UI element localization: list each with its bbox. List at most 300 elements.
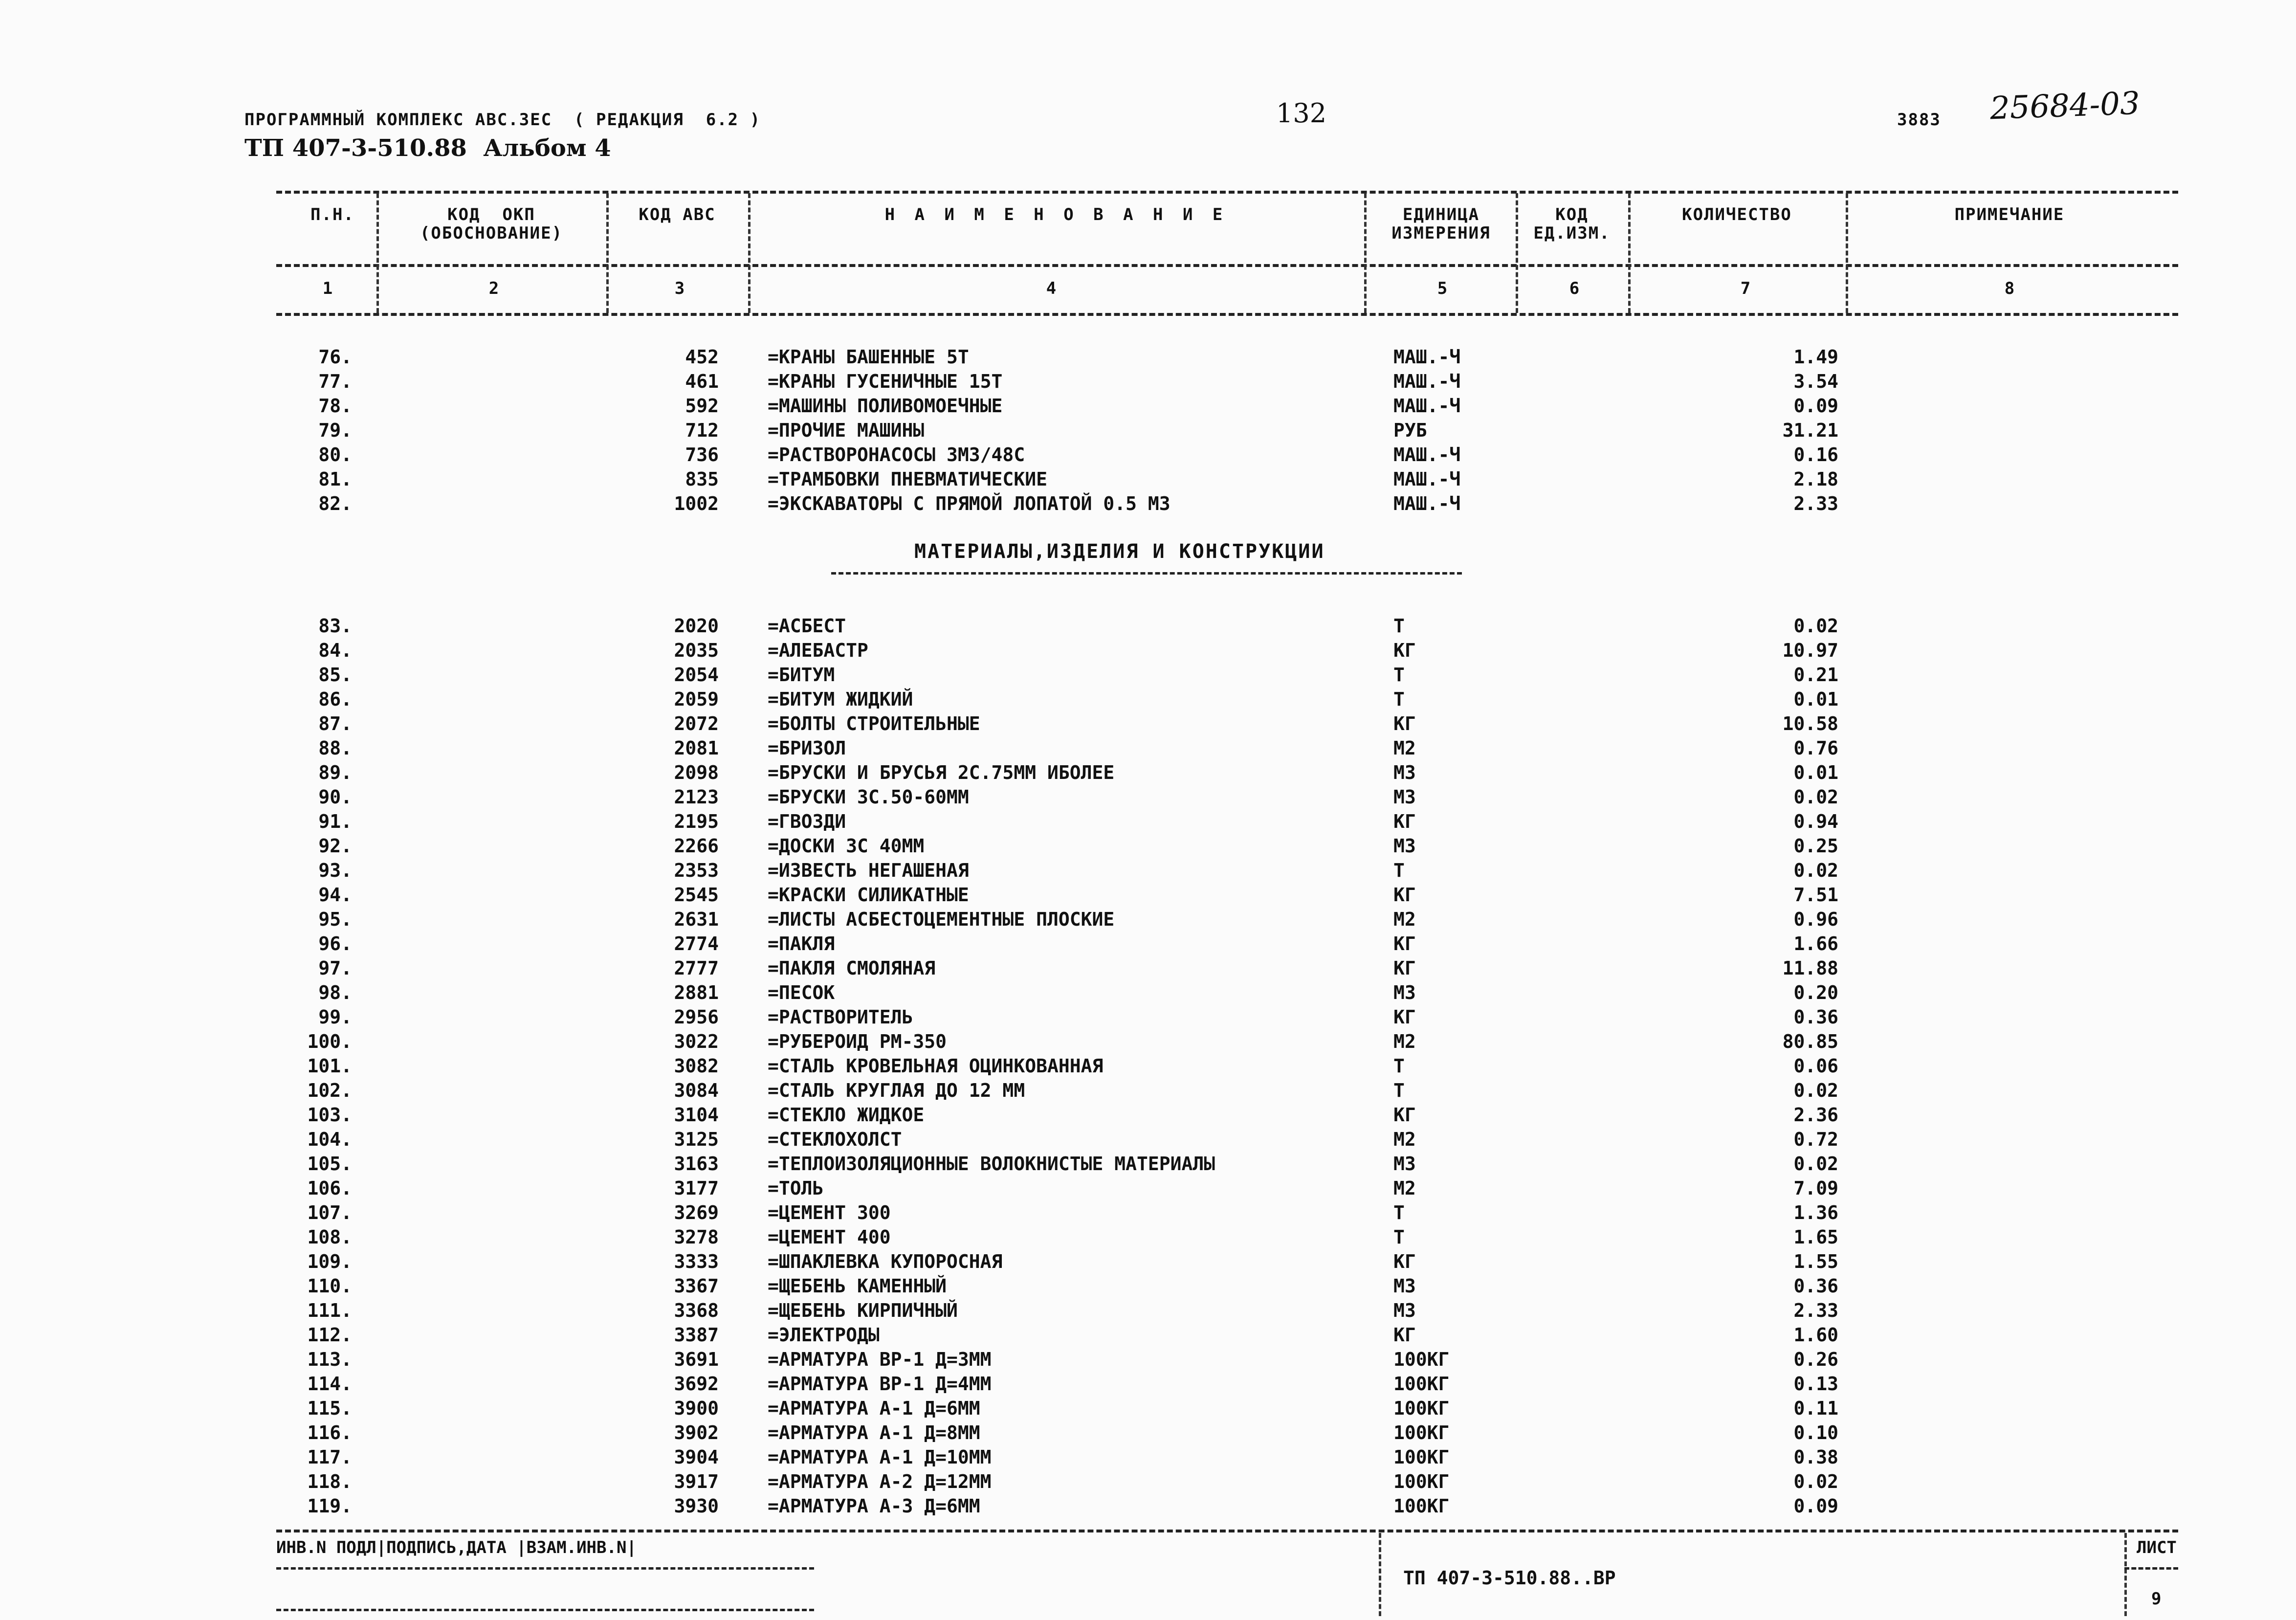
row-quantity: 0.02 bbox=[1793, 1471, 1838, 1492]
row-item-number: 113. bbox=[307, 1349, 352, 1370]
row-item-number: 80. bbox=[318, 444, 352, 466]
row-name: =ГВОЗДИ bbox=[768, 811, 846, 832]
row-quantity: 0.38 bbox=[1793, 1446, 1838, 1468]
col-header-item-number: П.Н. bbox=[310, 205, 354, 224]
table-row bbox=[0, 638, 2296, 663]
stamp-sheet-number: 9 bbox=[2151, 1589, 2162, 1609]
row-item-number: 101. bbox=[307, 1055, 352, 1077]
row-name: =ТЕПЛОИЗОЛЯЦИОННЫЕ ВОЛОКНИСТЫЕ МАТЕРИАЛЫ bbox=[768, 1153, 1215, 1175]
table-row bbox=[0, 785, 2296, 809]
row-name: =МАШИНЫ ПОЛИВОМОЕЧНЫЕ bbox=[768, 395, 1003, 417]
row-name: =АРМАТУРА А-1 Д=8ММ bbox=[768, 1422, 980, 1443]
row-unit: М3 bbox=[1393, 835, 1416, 857]
row-abc-code: 2035 bbox=[674, 640, 719, 661]
stamp-divider bbox=[1379, 1533, 1381, 1616]
row-item-number: 100. bbox=[307, 1031, 352, 1052]
row-unit: Т bbox=[1393, 860, 1405, 881]
row-item-number: 107. bbox=[307, 1202, 352, 1223]
row-item-number: 89. bbox=[318, 762, 352, 783]
row-name: =СТАЛЬ КРУГЛАЯ ДО 12 ММ bbox=[768, 1080, 1025, 1101]
row-name: =РАСТВОРИТЕЛЬ bbox=[768, 1006, 913, 1028]
row-quantity: 0.10 bbox=[1793, 1422, 1838, 1443]
section-title: МАТЕРИАЛЫ,ИЗДЕЛИЯ И КОНСТРУКЦИИ bbox=[914, 540, 1325, 563]
row-name: =ДОСКИ 3С 40ММ bbox=[768, 835, 925, 857]
row-abc-code: 2266 bbox=[674, 835, 719, 857]
row-unit: КГ bbox=[1393, 884, 1416, 906]
row-item-number: 102. bbox=[307, 1080, 352, 1101]
table-row bbox=[0, 394, 2296, 418]
table-row bbox=[0, 883, 2296, 907]
row-unit: КГ bbox=[1393, 640, 1416, 661]
row-item-number: 106. bbox=[307, 1177, 352, 1199]
program-header-line: ПРОГРАММНЫЙ КОМПЛЕКС АВС.3ЕС ( РЕДАКЦИЯ 6.2 ) bbox=[244, 110, 761, 130]
row-item-number: 116. bbox=[307, 1422, 352, 1443]
row-unit: М3 bbox=[1393, 786, 1416, 808]
row-quantity: 0.36 bbox=[1793, 1006, 1838, 1028]
row-quantity: 0.94 bbox=[1793, 811, 1838, 832]
row-unit: Т bbox=[1393, 1055, 1405, 1077]
row-item-number: 90. bbox=[318, 786, 352, 808]
row-abc-code: 2081 bbox=[674, 737, 719, 759]
row-abc-code: 3082 bbox=[674, 1055, 719, 1077]
row-quantity: 0.36 bbox=[1793, 1275, 1838, 1297]
row-item-number: 111. bbox=[307, 1300, 352, 1321]
row-unit: 100КГ bbox=[1393, 1373, 1450, 1395]
row-quantity: 1.55 bbox=[1793, 1251, 1838, 1272]
row-unit: М2 bbox=[1393, 909, 1416, 930]
row-name: =БРУСКИ И БРУСЬЯ 2С.75ММ ИБОЛЕЕ bbox=[768, 762, 1115, 783]
row-abc-code: 3333 bbox=[674, 1251, 719, 1272]
row-name: =АРМАТУРА А-2 Д=12ММ bbox=[768, 1471, 992, 1492]
col-number-3: 3 bbox=[674, 279, 685, 298]
row-abc-code: 3125 bbox=[674, 1129, 719, 1150]
row-abc-code: 592 bbox=[685, 395, 719, 417]
row-quantity: 0.02 bbox=[1793, 1080, 1838, 1101]
row-item-number: 99. bbox=[318, 1006, 352, 1028]
row-abc-code: 3900 bbox=[674, 1398, 719, 1419]
row-unit: КГ bbox=[1393, 1104, 1416, 1126]
row-abc-code: 461 bbox=[685, 371, 719, 392]
stamp-left-labels: ИНВ.N ПОДЛ|ПОДПИСЬ,ДАТА |ВЗАМ.ИНВ.N| bbox=[276, 1538, 637, 1557]
section-underline bbox=[831, 572, 1462, 575]
album-title: ТП 407-3-510.88 Альбом 4 bbox=[244, 134, 611, 162]
row-quantity: 0.26 bbox=[1793, 1349, 1838, 1370]
table-row bbox=[0, 760, 2296, 785]
row-name: =КРАНЫ БАШЕННЫЕ 5Т bbox=[768, 346, 969, 368]
row-name: =АРМАТУРА ВР-1 Д=3ММ bbox=[768, 1349, 992, 1370]
row-unit: 100КГ bbox=[1393, 1471, 1450, 1492]
row-unit: М2 bbox=[1393, 1031, 1416, 1052]
row-abc-code: 2774 bbox=[674, 933, 719, 954]
row-item-number: 110. bbox=[307, 1275, 352, 1297]
row-item-number: 85. bbox=[318, 664, 352, 686]
row-item-number: 91. bbox=[318, 811, 352, 832]
row-quantity: 11.88 bbox=[1782, 957, 1838, 979]
row-unit: КГ bbox=[1393, 957, 1416, 979]
row-abc-code: 3691 bbox=[674, 1349, 719, 1370]
table-row bbox=[0, 467, 2296, 491]
row-abc-code: 3917 bbox=[674, 1471, 719, 1492]
row-item-number: 83. bbox=[318, 615, 352, 637]
row-name: =РУБЕРОИД РМ-350 bbox=[768, 1031, 947, 1052]
row-abc-code: 3930 bbox=[674, 1495, 719, 1517]
stamp-sheet-rule bbox=[2124, 1567, 2178, 1570]
row-unit: МАШ.-Ч bbox=[1393, 444, 1461, 466]
row-abc-code: 3692 bbox=[674, 1373, 719, 1395]
row-name: =ПАКЛЯ bbox=[768, 933, 835, 954]
row-quantity: 0.02 bbox=[1793, 860, 1838, 881]
row-abc-code: 2195 bbox=[674, 811, 719, 832]
row-quantity: 0.25 bbox=[1793, 835, 1838, 857]
table-row bbox=[0, 369, 2296, 394]
table-row bbox=[0, 614, 2296, 638]
row-abc-code: 3022 bbox=[674, 1031, 719, 1052]
row-item-number: 87. bbox=[318, 713, 352, 734]
row-quantity: 2.33 bbox=[1793, 1300, 1838, 1321]
row-quantity: 1.66 bbox=[1793, 933, 1838, 954]
row-abc-code: 2631 bbox=[674, 909, 719, 930]
table-row bbox=[0, 418, 2296, 443]
row-unit: МАШ.-Ч bbox=[1393, 493, 1461, 514]
col-number-1: 1 bbox=[322, 279, 333, 298]
row-name: =КРАНЫ ГУСЕНИЧНЫЕ 15Т bbox=[768, 371, 1003, 392]
row-quantity: 0.02 bbox=[1793, 615, 1838, 637]
row-quantity: 1.49 bbox=[1793, 346, 1838, 368]
row-item-number: 78. bbox=[318, 395, 352, 417]
table-row bbox=[0, 1103, 2296, 1127]
table-row bbox=[0, 1152, 2296, 1176]
table-colnum-rule bbox=[276, 313, 2178, 316]
col-header-okp-code: КОД ОКП (ОБОСНОВАНИЕ) bbox=[419, 205, 563, 243]
row-quantity: 2.18 bbox=[1793, 468, 1838, 490]
row-quantity: 2.36 bbox=[1793, 1104, 1838, 1126]
row-name: =АРМАТУРА А-3 Д=6ММ bbox=[768, 1495, 980, 1517]
row-quantity: 0.13 bbox=[1793, 1373, 1838, 1395]
row-item-number: 76. bbox=[318, 346, 352, 368]
table-row bbox=[0, 491, 2296, 516]
row-unit: КГ bbox=[1393, 933, 1416, 954]
row-item-number: 97. bbox=[318, 957, 352, 979]
table-row bbox=[0, 1200, 2296, 1225]
row-name: =ТРАМБОВКИ ПНЕВМАТИЧЕСКИЕ bbox=[768, 468, 1047, 490]
table-row bbox=[0, 443, 2296, 467]
row-unit: КГ bbox=[1393, 1251, 1416, 1272]
row-item-number: 77. bbox=[318, 371, 352, 392]
row-abc-code: 2353 bbox=[674, 860, 719, 881]
row-item-number: 82. bbox=[318, 493, 352, 514]
row-abc-code: 712 bbox=[685, 420, 719, 441]
row-abc-code: 452 bbox=[685, 346, 719, 368]
row-item-number: 109. bbox=[307, 1251, 352, 1272]
row-abc-code: 2098 bbox=[674, 762, 719, 783]
row-unit: КГ bbox=[1393, 1324, 1416, 1346]
row-name: =АЛЕБАСТР bbox=[768, 640, 868, 661]
table-row bbox=[0, 687, 2296, 711]
table-row bbox=[0, 980, 2296, 1005]
table-row bbox=[0, 1078, 2296, 1103]
col-header-name: Н А И М Е Н О В А Н И Е bbox=[884, 205, 1228, 224]
row-name: =АРМАТУРА ВР-1 Д=4ММ bbox=[768, 1373, 992, 1395]
table-row bbox=[0, 663, 2296, 687]
row-name: =РАСТВОРОНАСОСЫ 3М3/48С bbox=[768, 444, 1025, 466]
stamp-left-rule bbox=[276, 1567, 814, 1570]
table-row bbox=[0, 1396, 2296, 1420]
row-quantity: 0.02 bbox=[1793, 1153, 1838, 1175]
col-number-2: 2 bbox=[488, 279, 499, 298]
row-quantity: 7.51 bbox=[1793, 884, 1838, 906]
table-row bbox=[0, 932, 2296, 956]
stamp-left-rule-bottom bbox=[276, 1609, 814, 1611]
row-quantity: 3.54 bbox=[1793, 371, 1838, 392]
table-row bbox=[0, 956, 2296, 980]
table-row bbox=[0, 1127, 2296, 1152]
row-unit: КГ bbox=[1393, 713, 1416, 734]
row-unit: МАШ.-Ч bbox=[1393, 468, 1461, 490]
row-quantity: 10.97 bbox=[1782, 640, 1838, 661]
table-row bbox=[0, 345, 2296, 369]
row-item-number: 104. bbox=[307, 1129, 352, 1150]
row-quantity: 0.16 bbox=[1793, 444, 1838, 466]
row-unit: Т bbox=[1393, 664, 1405, 686]
row-quantity: 0.11 bbox=[1793, 1398, 1838, 1419]
row-item-number: 105. bbox=[307, 1153, 352, 1175]
row-quantity: 0.21 bbox=[1793, 664, 1838, 686]
row-item-number: 86. bbox=[318, 688, 352, 710]
row-unit: Т bbox=[1393, 688, 1405, 710]
row-name: =ЦЕМЕНТ 300 bbox=[768, 1202, 891, 1223]
row-unit: КГ bbox=[1393, 1006, 1416, 1028]
row-unit: Т bbox=[1393, 1202, 1405, 1223]
row-item-number: 118. bbox=[307, 1471, 352, 1492]
row-item-number: 96. bbox=[318, 933, 352, 954]
row-abc-code: 3902 bbox=[674, 1422, 719, 1443]
table-row bbox=[0, 1445, 2296, 1469]
col-header-quantity: КОЛИЧЕСТВО bbox=[1682, 205, 1792, 224]
row-abc-code: 3104 bbox=[674, 1104, 719, 1126]
col-number-4: 4 bbox=[1046, 279, 1057, 298]
row-item-number: 88. bbox=[318, 737, 352, 759]
col-divider bbox=[376, 193, 379, 313]
col-header-unit: ЕДИНИЦА ИЗМЕРЕНИЯ bbox=[1391, 205, 1491, 243]
row-unit: М2 bbox=[1393, 1177, 1416, 1199]
row-unit: М3 bbox=[1393, 762, 1416, 783]
row-quantity: 0.01 bbox=[1793, 688, 1838, 710]
table-row bbox=[0, 834, 2296, 858]
row-unit: М3 bbox=[1393, 1300, 1416, 1321]
row-unit: 100КГ bbox=[1393, 1398, 1450, 1419]
row-unit: 100КГ bbox=[1393, 1495, 1450, 1517]
row-item-number: 117. bbox=[307, 1446, 352, 1468]
row-item-number: 81. bbox=[318, 468, 352, 490]
row-item-number: 84. bbox=[318, 640, 352, 661]
row-abc-code: 2123 bbox=[674, 786, 719, 808]
row-item-number: 119. bbox=[307, 1495, 352, 1517]
table-row bbox=[0, 1225, 2296, 1249]
row-quantity: 0.72 bbox=[1793, 1129, 1838, 1150]
row-unit: МАШ.-Ч bbox=[1393, 346, 1461, 368]
document-code: 3883 bbox=[1897, 110, 1941, 130]
row-abc-code: 3278 bbox=[674, 1226, 719, 1248]
row-name: =СТЕКЛО ЖИДКОЕ bbox=[768, 1104, 925, 1126]
row-abc-code: 3177 bbox=[674, 1177, 719, 1199]
row-name: =АРМАТУРА А-1 Д=6ММ bbox=[768, 1398, 980, 1419]
stamp-divider bbox=[2124, 1533, 2127, 1616]
row-name: =ЩЕБЕНЬ КИРПИЧНЫЙ bbox=[768, 1300, 958, 1321]
stamp-sheet-label: ЛИСТ bbox=[2137, 1538, 2177, 1557]
row-quantity: 80.85 bbox=[1782, 1031, 1838, 1052]
table-row bbox=[0, 1469, 2296, 1494]
row-quantity: 0.02 bbox=[1793, 786, 1838, 808]
row-abc-code: 3269 bbox=[674, 1202, 719, 1223]
table-row bbox=[0, 1029, 2296, 1054]
row-unit: М2 bbox=[1393, 737, 1416, 759]
row-abc-code: 835 bbox=[685, 468, 719, 490]
row-abc-code: 2777 bbox=[674, 957, 719, 979]
row-name: =ПРОЧИЕ МАШИНЫ bbox=[768, 420, 925, 441]
row-quantity: 1.36 bbox=[1793, 1202, 1838, 1223]
row-abc-code: 3163 bbox=[674, 1153, 719, 1175]
table-row bbox=[0, 907, 2296, 932]
table-row bbox=[0, 736, 2296, 760]
row-abc-code: 2020 bbox=[674, 615, 719, 637]
row-unit: 100КГ bbox=[1393, 1422, 1450, 1443]
table-row bbox=[0, 1323, 2296, 1347]
row-abc-code: 2059 bbox=[674, 688, 719, 710]
table-bottom-rule bbox=[276, 1530, 2178, 1532]
row-quantity: 7.09 bbox=[1793, 1177, 1838, 1199]
row-abc-code: 3904 bbox=[674, 1446, 719, 1468]
row-abc-code: 2072 bbox=[674, 713, 719, 734]
row-quantity: 2.33 bbox=[1793, 493, 1838, 514]
row-item-number: 92. bbox=[318, 835, 352, 857]
col-number-5: 5 bbox=[1437, 279, 1448, 298]
row-quantity: 10.58 bbox=[1782, 713, 1838, 734]
row-abc-code: 3387 bbox=[674, 1324, 719, 1346]
row-item-number: 94. bbox=[318, 884, 352, 906]
table-row bbox=[0, 1005, 2296, 1029]
col-number-6: 6 bbox=[1569, 279, 1580, 298]
row-unit: КГ bbox=[1393, 811, 1416, 832]
row-unit: М3 bbox=[1393, 1275, 1416, 1297]
row-name: =ЦЕМЕНТ 400 bbox=[768, 1226, 891, 1248]
table-row bbox=[0, 1494, 2296, 1518]
row-name: =ИЗВЕСТЬ НЕГАШЕНАЯ bbox=[768, 860, 969, 881]
row-name: =БРИЗОЛ bbox=[768, 737, 846, 759]
row-abc-code: 3367 bbox=[674, 1275, 719, 1297]
row-unit: М3 bbox=[1393, 982, 1416, 1003]
row-unit: М2 bbox=[1393, 1129, 1416, 1150]
table-row bbox=[0, 1054, 2296, 1078]
row-quantity: 0.09 bbox=[1793, 395, 1838, 417]
row-name: =БИТУМ bbox=[768, 664, 835, 686]
row-name: =ТОЛЬ bbox=[768, 1177, 824, 1199]
row-unit: МАШ.-Ч bbox=[1393, 371, 1461, 392]
row-unit: Т bbox=[1393, 615, 1405, 637]
row-quantity: 1.60 bbox=[1793, 1324, 1838, 1346]
row-name: =АСБЕСТ bbox=[768, 615, 846, 637]
col-divider bbox=[1364, 193, 1367, 313]
row-quantity: 0.76 bbox=[1793, 737, 1838, 759]
row-name: =ПАКЛЯ СМОЛЯНАЯ bbox=[768, 957, 936, 979]
handwritten-document-number: 25684-03 bbox=[1989, 85, 2141, 127]
row-abc-code: 2054 bbox=[674, 664, 719, 686]
col-number-8: 8 bbox=[2004, 279, 2015, 298]
row-abc-code: 2956 bbox=[674, 1006, 719, 1028]
row-unit: МАШ.-Ч bbox=[1393, 395, 1461, 417]
row-name: =ШПАКЛЕВКА КУПОРОСНАЯ bbox=[768, 1251, 1003, 1272]
table-top-rule bbox=[276, 191, 2178, 194]
row-unit: РУБ bbox=[1393, 420, 1427, 441]
row-name: =КРАСКИ СИЛИКАТНЫЕ bbox=[768, 884, 969, 906]
row-name: =ПЕСОК bbox=[768, 982, 835, 1003]
table-header-rule bbox=[276, 264, 2178, 267]
col-divider bbox=[748, 193, 751, 313]
row-item-number: 115. bbox=[307, 1398, 352, 1419]
row-item-number: 93. bbox=[318, 860, 352, 881]
table-row bbox=[0, 1420, 2296, 1445]
row-quantity: 31.21 bbox=[1782, 420, 1838, 441]
row-abc-code: 2881 bbox=[674, 982, 719, 1003]
col-header-unit-code: КОД ЕД.ИЗМ. bbox=[1533, 205, 1611, 243]
row-name: =АРМАТУРА А-1 Д=10ММ bbox=[768, 1446, 992, 1468]
row-unit: Т bbox=[1393, 1080, 1405, 1101]
row-abc-code: 2545 bbox=[674, 884, 719, 906]
row-name: =ЛИСТЫ АСБЕСТОЦЕМЕНТНЫЕ ПЛОСКИЕ bbox=[768, 909, 1115, 930]
row-name: =ЩЕБЕНЬ КАМЕННЫЙ bbox=[768, 1275, 947, 1297]
page-number: 132 bbox=[1276, 98, 1327, 129]
row-item-number: 79. bbox=[318, 420, 352, 441]
col-number-7: 7 bbox=[1740, 279, 1751, 298]
row-name: =ЭКСКАВАТОРЫ С ПРЯМОЙ ЛОПАТОЙ 0.5 М3 bbox=[768, 493, 1170, 514]
table-row bbox=[0, 1372, 2296, 1396]
table-row bbox=[0, 1274, 2296, 1298]
row-abc-code: 736 bbox=[685, 444, 719, 466]
row-item-number: 112. bbox=[307, 1324, 352, 1346]
table-row bbox=[0, 1298, 2296, 1323]
row-item-number: 114. bbox=[307, 1373, 352, 1395]
row-name: =ЭЛЕКТРОДЫ bbox=[768, 1324, 880, 1346]
col-header-note: ПРИМЕЧАНИЕ bbox=[1954, 205, 2065, 224]
row-name: =СТАЛЬ КРОВЕЛЬНАЯ ОЦИНКОВАННАЯ bbox=[768, 1055, 1104, 1077]
col-header-abc-code: КОД АВС bbox=[639, 205, 716, 224]
table-row bbox=[0, 809, 2296, 834]
row-unit: 100КГ bbox=[1393, 1446, 1450, 1468]
row-name: =БИТУМ ЖИДКИЙ bbox=[768, 688, 913, 710]
row-unit: 100КГ bbox=[1393, 1349, 1450, 1370]
row-item-number: 95. bbox=[318, 909, 352, 930]
row-item-number: 108. bbox=[307, 1226, 352, 1248]
row-name: =БРУСКИ 3С.50-60ММ bbox=[768, 786, 969, 808]
row-name: =БОЛТЫ СТРОИТЕЛЬНЫЕ bbox=[768, 713, 980, 734]
row-item-number: 98. bbox=[318, 982, 352, 1003]
table-row bbox=[0, 711, 2296, 736]
row-quantity: 0.96 bbox=[1793, 909, 1838, 930]
table-row bbox=[0, 1176, 2296, 1200]
row-abc-code: 3084 bbox=[674, 1080, 719, 1101]
row-quantity: 0.01 bbox=[1793, 762, 1838, 783]
stamp-doc-reference: ТП 407-3-510.88..ВР bbox=[1403, 1567, 1616, 1589]
table-row bbox=[0, 1249, 2296, 1274]
row-unit: Т bbox=[1393, 1226, 1405, 1248]
row-name: =СТЕКЛОХОЛСТ bbox=[768, 1129, 902, 1150]
row-quantity: 0.20 bbox=[1793, 982, 1838, 1003]
table-row bbox=[0, 858, 2296, 883]
row-item-number: 103. bbox=[307, 1104, 352, 1126]
row-abc-code: 1002 bbox=[674, 493, 719, 514]
row-quantity: 0.09 bbox=[1793, 1495, 1838, 1517]
row-unit: М3 bbox=[1393, 1153, 1416, 1175]
table-row bbox=[0, 1347, 2296, 1372]
